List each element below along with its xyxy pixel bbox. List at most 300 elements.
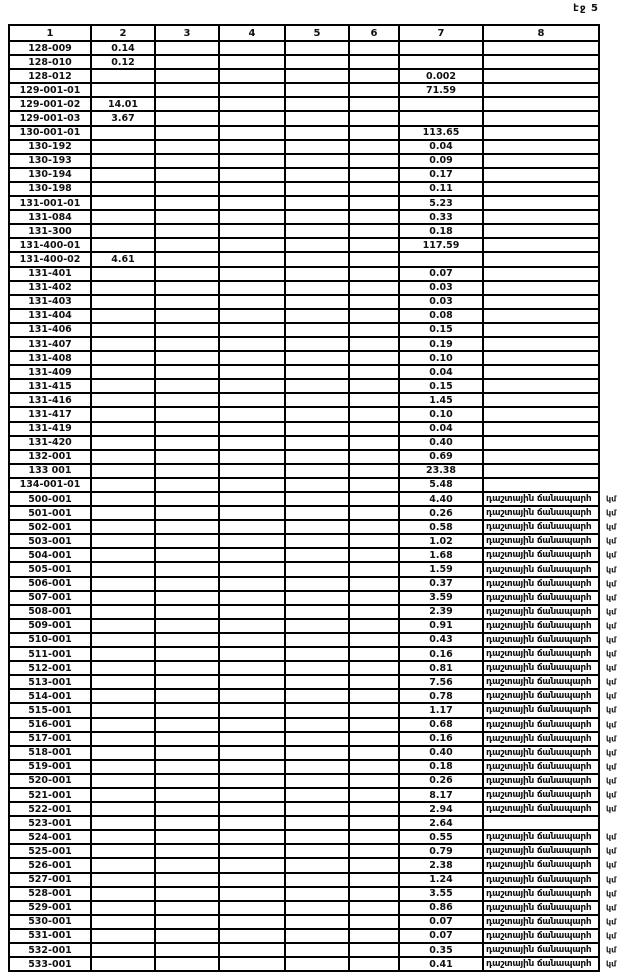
cell-col2: [90, 902, 154, 914]
cell-col7: 0.26: [398, 775, 482, 787]
cell-col4: [218, 549, 284, 561]
cell-col4: [218, 507, 284, 519]
cell-col6: [348, 324, 398, 336]
cell-code: 502-001: [28, 521, 72, 533]
km-note: կմ: [606, 508, 617, 518]
cell-col7: 0.41: [398, 958, 482, 970]
cell-code: 129-001-02: [19, 98, 81, 110]
cell-col7: 0.09: [398, 155, 482, 167]
header-cell-6: 6: [348, 26, 398, 40]
cell-col6: [348, 620, 398, 632]
cell-col6: [348, 70, 398, 82]
cell-code: 528-001: [28, 888, 72, 900]
cell-col3: [154, 549, 218, 561]
cell-col4: [218, 423, 284, 435]
road-label: [482, 211, 598, 223]
km-note: կմ: [606, 494, 617, 504]
cell-col4: [218, 521, 284, 533]
road-label: [482, 155, 598, 167]
header-cell-8: 8: [482, 26, 598, 40]
cell-col4: [218, 930, 284, 942]
road-label: [482, 451, 598, 463]
cell-col6: [348, 268, 398, 280]
cell-col6: [348, 859, 398, 871]
cell-col3: [154, 493, 218, 505]
road-label: [482, 127, 598, 139]
cell-col7: 23.38: [398, 465, 482, 477]
table-row: [10, 801, 617, 815]
road-label: դաշտային ճանապարհ: [482, 578, 598, 590]
cell-col6: [348, 451, 398, 463]
cell-col2: [90, 620, 154, 632]
cell-col5: [284, 690, 348, 702]
cell-col7: 71.59: [398, 84, 482, 96]
cell-col2: [90, 268, 154, 280]
cell-col3: [154, 352, 218, 364]
road-label: [482, 98, 598, 110]
cell-code: 511-001: [28, 648, 72, 660]
cell-col3: [154, 141, 218, 153]
cell-col6: [348, 789, 398, 801]
cell-col7: 0.78: [398, 690, 482, 702]
cell-col6: [348, 930, 398, 942]
cell-col4: [218, 592, 284, 604]
cell-code: 128-012: [28, 70, 72, 82]
cell-code: 515-001: [28, 704, 72, 716]
cell-col7: 0.35: [398, 944, 482, 956]
cell-col7: [398, 112, 482, 124]
cell-col7: [398, 42, 482, 54]
cell-col5: [284, 803, 348, 815]
road-label: դաշտային ճանապարհ: [482, 831, 598, 843]
table-row: [10, 914, 617, 928]
km-note: կմ: [606, 720, 617, 730]
cell-col4: [218, 733, 284, 745]
cell-col7: 0.10: [398, 408, 482, 420]
cell-code: 131-404: [28, 310, 72, 322]
cell-col5: [284, 648, 348, 660]
road-label: դաշտային ճանապարհ: [482, 859, 598, 871]
table-row: [10, 843, 617, 857]
cell-code: 533-001: [28, 958, 72, 970]
cell-col2: [90, 761, 154, 773]
cell-col5: [284, 408, 348, 420]
cell-code: 510-001: [28, 634, 72, 646]
km-note: կմ: [606, 903, 617, 913]
cell-col5: [284, 42, 348, 54]
cell-col7: 0.43: [398, 634, 482, 646]
cell-col2: [90, 817, 154, 829]
cell-col3: [154, 733, 218, 745]
cell-code: 131-417: [28, 408, 72, 420]
table-row: [10, 167, 598, 181]
road-label: դաշտային ճանապարհ: [482, 747, 598, 759]
cell-col7: 1.45: [398, 394, 482, 406]
cell-col5: [284, 239, 348, 251]
cell-code: 512-001: [28, 662, 72, 674]
cell-col4: [218, 803, 284, 815]
header-row: [10, 26, 598, 42]
road-label: [482, 394, 598, 406]
cell-col7: 0.15: [398, 380, 482, 392]
cell-code: 527-001: [28, 874, 72, 886]
cell-col4: [218, 282, 284, 294]
cell-col3: [154, 535, 218, 547]
table-row: [10, 872, 617, 886]
table-row: [10, 491, 617, 505]
km-note: կմ: [606, 790, 617, 800]
cell-col7: 4.40: [398, 493, 482, 505]
cell-col3: [154, 930, 218, 942]
cell-col5: [284, 521, 348, 533]
cell-col5: [284, 155, 348, 167]
cell-col7: [398, 253, 482, 265]
cell-col4: [218, 606, 284, 618]
cell-col6: [348, 310, 398, 322]
road-label: [482, 42, 598, 54]
road-label: դաշտային ճանապարհ: [482, 521, 598, 533]
cell-code: 520-001: [28, 775, 72, 787]
cell-col2: [90, 465, 154, 477]
cell-col3: [154, 451, 218, 463]
cell-col2: [90, 479, 154, 491]
cell-col2: [90, 662, 154, 674]
cell-col2: [90, 845, 154, 857]
cell-col5: [284, 310, 348, 322]
cell-col5: [284, 338, 348, 350]
cell-col3: [154, 690, 218, 702]
cell-col3: [154, 296, 218, 308]
cell-col3: [154, 394, 218, 406]
cell-col7: 0.26: [398, 507, 482, 519]
cell-col6: [348, 253, 398, 265]
cell-col3: [154, 747, 218, 759]
cell-col3: [154, 648, 218, 660]
cell-col2: [90, 690, 154, 702]
cell-code: 522-001: [28, 803, 72, 815]
cell-col6: [348, 549, 398, 561]
cell-col4: [218, 620, 284, 632]
table-row: [10, 604, 617, 618]
cell-col5: [284, 141, 348, 153]
cell-col6: [348, 916, 398, 928]
km-note: կմ: [606, 522, 617, 532]
cell-col4: [218, 859, 284, 871]
cell-col7: 2.39: [398, 606, 482, 618]
cell-col6: [348, 747, 398, 759]
road-label: դաշտային ճանապարհ: [482, 874, 598, 886]
cell-code: 130-198: [28, 183, 72, 195]
cell-col5: [284, 479, 348, 491]
cell-col7: 0.07: [398, 930, 482, 942]
table-row: [10, 280, 598, 294]
cell-col5: [284, 394, 348, 406]
table-row: [10, 463, 598, 477]
cell-code: 521-001: [28, 789, 72, 801]
cell-col3: [154, 859, 218, 871]
cell-col6: [348, 493, 398, 505]
cell-col4: [218, 704, 284, 716]
table-row: [10, 153, 598, 167]
cell-code: 130-193: [28, 155, 72, 167]
cell-col5: [284, 296, 348, 308]
road-label: դաշտային ճանապարհ: [482, 803, 598, 815]
cell-col4: [218, 676, 284, 688]
cell-col2: [90, 183, 154, 195]
cell-col4: [218, 98, 284, 110]
cell-col4: [218, 127, 284, 139]
cell-col7: 0.37: [398, 578, 482, 590]
road-label: դաշտային ճանապարհ: [482, 944, 598, 956]
table-row: [10, 181, 598, 195]
cell-col6: [348, 634, 398, 646]
cell-col5: [284, 761, 348, 773]
road-label: [482, 183, 598, 195]
table-row: [10, 237, 598, 251]
table-row: [10, 576, 617, 590]
cell-col6: [348, 521, 398, 533]
cell-code: 131-407: [28, 338, 72, 350]
table-row: [10, 618, 617, 632]
road-label: դաշտային ճանապարհ: [482, 888, 598, 900]
cell-col4: [218, 268, 284, 280]
table-row: [10, 350, 598, 364]
cell-col2: [90, 394, 154, 406]
cell-code: 529-001: [28, 902, 72, 914]
road-label: դաշտային ճանապարհ: [482, 648, 598, 660]
cell-col4: [218, 535, 284, 547]
cell-col4: [218, 958, 284, 970]
cell-col4: [218, 112, 284, 124]
cell-code: 532-001: [28, 944, 72, 956]
cell-code: 134-001-01: [19, 479, 81, 491]
cell-col3: [154, 127, 218, 139]
road-label: դաշտային ճանապարհ: [482, 493, 598, 505]
header-cell-5: 5: [284, 26, 348, 40]
cell-col5: [284, 84, 348, 96]
road-label: [482, 70, 598, 82]
cell-code: 513-001: [28, 676, 72, 688]
cell-col2: [90, 549, 154, 561]
table-row: [10, 110, 598, 124]
cell-col5: [284, 676, 348, 688]
cell-code: 508-001: [28, 606, 72, 618]
table-row: [10, 378, 598, 392]
road-label: դաշտային ճանապարհ: [482, 549, 598, 561]
cell-col2: [90, 535, 154, 547]
cell-col7: 1.24: [398, 874, 482, 886]
cell-col4: [218, 408, 284, 420]
cell-col7: 0.002: [398, 70, 482, 82]
cell-col5: [284, 817, 348, 829]
cell-col7: [398, 56, 482, 68]
km-note: կմ: [606, 776, 617, 786]
road-label: դաշտային ճանապարհ: [482, 733, 598, 745]
cell-col5: [284, 98, 348, 110]
km-note: կմ: [606, 536, 617, 546]
cell-col6: [348, 902, 398, 914]
cell-col3: [154, 634, 218, 646]
km-note: կմ: [606, 748, 617, 758]
cell-col5: [284, 958, 348, 970]
km-note: կմ: [606, 663, 617, 673]
cell-col4: [218, 888, 284, 900]
cell-col7: 0.10: [398, 352, 482, 364]
cell-col3: [154, 437, 218, 449]
road-label: [482, 479, 598, 491]
cell-col3: [154, 874, 218, 886]
table-row: [10, 928, 617, 942]
cell-col4: [218, 578, 284, 590]
cell-col7: 1.02: [398, 535, 482, 547]
table-body: [10, 42, 617, 970]
road-label: դաշտային ճանապարհ: [482, 606, 598, 618]
cell-col2: [90, 563, 154, 575]
cell-col3: [154, 817, 218, 829]
cell-col5: [284, 578, 348, 590]
header-cell-2: 2: [90, 26, 154, 40]
cell-col4: [218, 845, 284, 857]
cell-col7: 0.86: [398, 902, 482, 914]
cell-col6: [348, 733, 398, 745]
km-note: կմ: [606, 959, 617, 969]
cell-col3: [154, 310, 218, 322]
table-row: [10, 322, 598, 336]
road-label: դաշտային ճանապարհ: [482, 930, 598, 942]
cell-col5: [284, 451, 348, 463]
cell-col6: [348, 408, 398, 420]
road-label: դաշտային ճանապարհ: [482, 719, 598, 731]
cell-col2: [90, 282, 154, 294]
cell-col4: [218, 817, 284, 829]
cell-col4: [218, 56, 284, 68]
cell-col2: [90, 676, 154, 688]
cell-col3: [154, 620, 218, 632]
cell-code: 131-406: [28, 324, 72, 336]
cell-col7: 0.03: [398, 282, 482, 294]
cell-col2: [90, 859, 154, 871]
cell-col5: [284, 282, 348, 294]
cell-col6: [348, 380, 398, 392]
cell-col5: [284, 634, 348, 646]
cell-col5: [284, 183, 348, 195]
cell-col2: [90, 225, 154, 237]
km-note: կմ: [606, 635, 617, 645]
table-row: [10, 477, 598, 491]
table-row: [10, 96, 598, 110]
km-note: կմ: [606, 762, 617, 772]
cell-code: 131-420: [28, 437, 72, 449]
table-row: [10, 68, 598, 82]
cell-col5: [284, 465, 348, 477]
road-label: [482, 324, 598, 336]
cell-col2: [90, 239, 154, 251]
road-label: [482, 169, 598, 181]
road-label: [482, 352, 598, 364]
cell-col7: 0.16: [398, 733, 482, 745]
cell-col3: [154, 225, 218, 237]
cell-col6: [348, 197, 398, 209]
table-row: [10, 900, 617, 914]
cell-col2: [90, 84, 154, 96]
cell-col5: [284, 169, 348, 181]
km-note: կմ: [606, 931, 617, 941]
cell-col6: [348, 690, 398, 702]
km-note: կմ: [606, 705, 617, 715]
cell-col5: [284, 127, 348, 139]
cell-col3: [154, 465, 218, 477]
cell-col4: [218, 690, 284, 702]
cell-col4: [218, 183, 284, 195]
cell-col5: [284, 733, 348, 745]
table-row: [10, 646, 617, 660]
cell-col6: [348, 845, 398, 857]
cell-col5: [284, 930, 348, 942]
cell-code: 504-001: [28, 549, 72, 561]
cell-col4: [218, 394, 284, 406]
cell-col6: [348, 662, 398, 674]
cell-col2: [90, 423, 154, 435]
km-note: կմ: [606, 579, 617, 589]
table-row: [10, 674, 617, 688]
table-row: [10, 590, 617, 604]
cell-col2: [90, 338, 154, 350]
cell-col3: [154, 592, 218, 604]
table-row: [10, 42, 598, 54]
cell-col3: [154, 803, 218, 815]
cell-code: 128-010: [28, 56, 72, 68]
table-row: [10, 745, 617, 759]
cell-col3: [154, 56, 218, 68]
cell-col2: [90, 874, 154, 886]
cell-col5: [284, 112, 348, 124]
cell-col6: [348, 676, 398, 688]
cell-code: 516-001: [28, 719, 72, 731]
cell-col7: 5.23: [398, 197, 482, 209]
cell-col5: [284, 437, 348, 449]
cell-col6: [348, 648, 398, 660]
cell-col4: [218, 169, 284, 181]
cell-col4: [218, 662, 284, 674]
cell-col5: [284, 888, 348, 900]
cell-col5: [284, 662, 348, 674]
table-row: [10, 435, 598, 449]
road-label: [482, 310, 598, 322]
table-row: [10, 815, 598, 829]
cell-col6: [348, 211, 398, 223]
cell-col3: [154, 789, 218, 801]
table-row: [10, 336, 598, 350]
cell-col4: [218, 747, 284, 759]
cell-col7: 0.81: [398, 662, 482, 674]
cell-col4: [218, 225, 284, 237]
road-label: դաշտային ճանապարհ: [482, 845, 598, 857]
cell-col2: [90, 578, 154, 590]
cell-col2: [90, 310, 154, 322]
cell-col3: [154, 366, 218, 378]
km-note: կմ: [606, 889, 617, 899]
road-label: դաշտային ճանապարհ: [482, 704, 598, 716]
header-cell-4: 4: [218, 26, 284, 40]
table-row: [10, 731, 617, 745]
cell-col2: 4.61: [90, 253, 154, 265]
cell-code: 129-001-03: [19, 113, 81, 125]
cell-col6: [348, 606, 398, 618]
cell-col6: [348, 239, 398, 251]
road-label: [482, 408, 598, 420]
cell-col4: [218, 902, 284, 914]
cell-code: 523-001: [28, 817, 72, 829]
